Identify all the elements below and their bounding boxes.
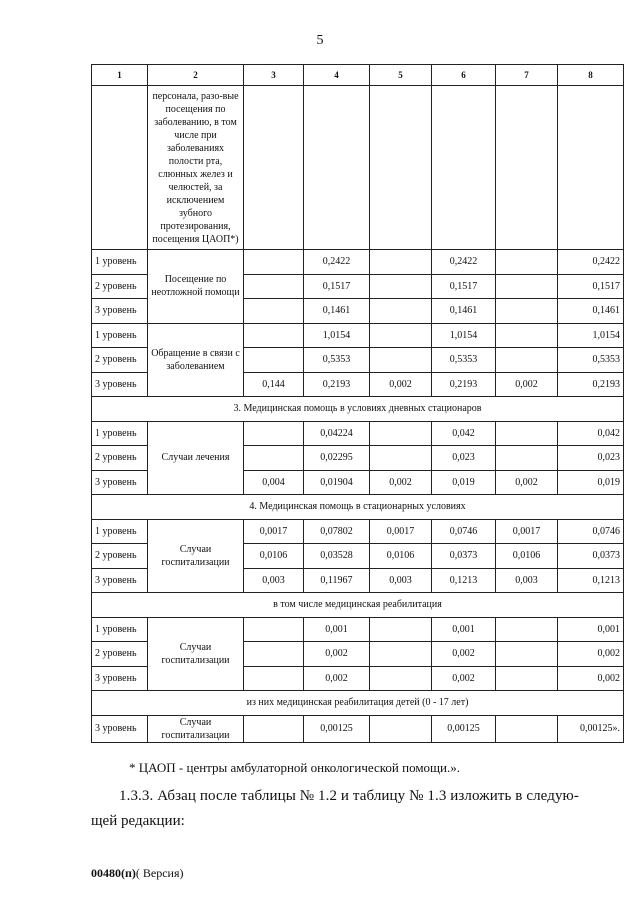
value-cell-c5 [370, 250, 432, 275]
value-cell-c8: 1,0154 [558, 323, 624, 348]
value-cell-c3 [244, 715, 304, 742]
value-cell-c4: 0,11967 [304, 568, 370, 593]
value-cell-c5 [370, 666, 432, 691]
service-name-cell: Случаи госпитализации [148, 715, 244, 742]
value-cell-c7 [496, 715, 558, 742]
value-cell-c5: 0,0017 [370, 519, 432, 544]
value-cell-c6: 0,1461 [432, 299, 496, 324]
column-header: 4 [304, 65, 370, 86]
value-cell-c3 [244, 250, 304, 275]
value-cell-c8: 0,042 [558, 421, 624, 446]
level-cell: 3 уровень [92, 470, 148, 495]
value-cell-c8: 0,002 [558, 666, 624, 691]
value-cell-c4: 0,01904 [304, 470, 370, 495]
value-cell-c6: 0,0746 [432, 519, 496, 544]
value-cell-c5 [370, 299, 432, 324]
value-cell-c6: 0,1213 [432, 568, 496, 593]
value-cell-c5 [370, 323, 432, 348]
level-cell: 1 уровень [92, 421, 148, 446]
value-cell-c5 [370, 617, 432, 642]
value-cell-c6: 0,002 [432, 642, 496, 667]
value-cell-c6: 0,019 [432, 470, 496, 495]
level-cell: 3 уровень [92, 372, 148, 397]
value-cell-c8: 0,2422 [558, 250, 624, 275]
column-header: 6 [432, 65, 496, 86]
value-cell-c4: 0,1517 [304, 274, 370, 299]
value-cell-c7 [496, 299, 558, 324]
value-cell-c7 [496, 421, 558, 446]
value-cell-c8: 0,1461 [558, 299, 624, 324]
service-name-cell: Случаи лечения [148, 421, 244, 495]
value-cell-c7: 0,002 [496, 470, 558, 495]
continuation-name-cell: персонала, разо-вые посещения по заболеванию, в том числе при заболеваниях полости рта, слюнных желез и челюстей, за исключением зубного протезирования, посещения ЦАОП*) [148, 86, 244, 250]
level-cell: 1 уровень [92, 323, 148, 348]
header-row [92, 65, 624, 86]
section-title: из них медицинская реабилитация детей (0 - 17 лет) [92, 691, 624, 716]
value-cell-c3 [244, 348, 304, 373]
level-cell: 3 уровень [92, 666, 148, 691]
value-cell-c3 [244, 666, 304, 691]
continuation-row [92, 86, 624, 250]
value-cell-c8: 0,001 [558, 617, 624, 642]
column-header: 7 [496, 65, 558, 86]
value-cell-c5: 0,002 [370, 470, 432, 495]
value-cell-c7: 0,003 [496, 568, 558, 593]
value-cell-c8: 0,00125». [558, 715, 624, 742]
value-cell-c3: 0,0017 [244, 519, 304, 544]
value-cell-c6: 0,5353 [432, 348, 496, 373]
table-row [92, 617, 624, 642]
section-title: в том числе медицинская реабилитация [92, 593, 624, 618]
value-cell-c4: 0,2193 [304, 372, 370, 397]
value-cell-c6: 0,042 [432, 421, 496, 446]
level-cell: 3 уровень [92, 299, 148, 324]
level-cell: 2 уровень [92, 348, 148, 373]
value-cell-c5: 0,002 [370, 372, 432, 397]
value-cell-c6: 0,023 [432, 446, 496, 471]
value-cell-c8: 0,0373 [558, 544, 624, 569]
value-cell-c3 [244, 323, 304, 348]
paragraph-line-1: 1.3.3. Абзац после таблицы № 1.2 и таблицу № 1.3 изложить в следую- [119, 788, 579, 804]
value-cell-c4: 0,1461 [304, 299, 370, 324]
value-cell-c4: 0,002 [304, 642, 370, 667]
level-cell: 1 уровень [92, 617, 148, 642]
value-cell-c8: 0,023 [558, 446, 624, 471]
table-row [92, 323, 624, 348]
value-cell-c6: 0,00125 [432, 715, 496, 742]
value-cell-c5 [370, 421, 432, 446]
value-cell-c6: 0,001 [432, 617, 496, 642]
value-cell-c4: 1,0154 [304, 323, 370, 348]
value-cell-c7: 0,002 [496, 372, 558, 397]
column-header: 3 [244, 65, 304, 86]
value-cell-c3: 0,003 [244, 568, 304, 593]
value-cell-c8: 0,2193 [558, 372, 624, 397]
value-cell-c7 [496, 642, 558, 667]
value-cell-c6: 1,0154 [432, 323, 496, 348]
level-cell: 1 уровень [92, 250, 148, 275]
document-footer [91, 866, 184, 881]
footnote: * ЦАОП - центры амбулаторной онкологической помощи.». [129, 760, 461, 775]
value-cell-c7 [496, 250, 558, 275]
value-cell-c3 [244, 617, 304, 642]
service-name-cell: Обращение в связи с заболеванием [148, 323, 244, 397]
value-cell-c4: 0,001 [304, 617, 370, 642]
value-cell-c8: 0,0746 [558, 519, 624, 544]
value-cell-c4: 0,07802 [304, 519, 370, 544]
service-name-cell: Случаи госпитализации [148, 519, 244, 593]
value-cell-c6: 0,2193 [432, 372, 496, 397]
indicators-table [91, 64, 624, 743]
table-row [92, 519, 624, 544]
value-cell-c4: 0,002 [304, 666, 370, 691]
level-cell: 1 уровень [92, 519, 148, 544]
section-header-row [92, 593, 624, 618]
service-name-cell: Случаи госпитализации [148, 617, 244, 691]
table-row [92, 250, 624, 275]
value-cell-c8: 0,002 [558, 642, 624, 667]
value-cell-c4: 0,2422 [304, 250, 370, 275]
value-cell-c7 [496, 323, 558, 348]
value-cell-c4: 0,5353 [304, 348, 370, 373]
value-cell-c8: 0,1213 [558, 568, 624, 593]
value-cell-c5 [370, 446, 432, 471]
value-cell-c8: 0,5353 [558, 348, 624, 373]
footer-code: 00480(п) [91, 866, 136, 880]
value-cell-c3: 0,144 [244, 372, 304, 397]
value-cell-c7 [496, 274, 558, 299]
section-title: 3. Медицинская помощь в условиях дневных стационаров [92, 397, 624, 422]
level-cell: 2 уровень [92, 642, 148, 667]
column-header: 8 [558, 65, 624, 86]
section-header-row [92, 691, 624, 716]
value-cell-c3: 0,004 [244, 470, 304, 495]
value-cell-c3 [244, 274, 304, 299]
column-header: 2 [148, 65, 244, 86]
table-row [92, 715, 624, 742]
service-name-cell: Посещение по неотложной помощи [148, 250, 244, 324]
value-cell-c5 [370, 715, 432, 742]
footer-version: ( Версия) [135, 866, 184, 880]
level-cell: 2 уровень [92, 544, 148, 569]
value-cell-c6: 0,1517 [432, 274, 496, 299]
value-cell-c5: 0,0106 [370, 544, 432, 569]
value-cell-c8: 0,1517 [558, 274, 624, 299]
level-cell: 2 уровень [92, 446, 148, 471]
value-cell-c4: 0,00125 [304, 715, 370, 742]
value-cell-c3: 0,0106 [244, 544, 304, 569]
value-cell-c7 [496, 446, 558, 471]
value-cell-c7: 0,0017 [496, 519, 558, 544]
page-number: 5 [316, 33, 324, 48]
value-cell-c6: 0,2422 [432, 250, 496, 275]
value-cell-c4: 0,02295 [304, 446, 370, 471]
value-cell-c5 [370, 348, 432, 373]
value-cell-c7 [496, 617, 558, 642]
column-header: 5 [370, 65, 432, 86]
value-cell-c3 [244, 299, 304, 324]
value-cell-c5 [370, 274, 432, 299]
value-cell-c7 [496, 348, 558, 373]
value-cell-c4: 0,03528 [304, 544, 370, 569]
table-row [92, 421, 624, 446]
value-cell-c8: 0,019 [558, 470, 624, 495]
paragraph-line-2: щей редакции: [91, 813, 185, 829]
value-cell-c7 [496, 666, 558, 691]
value-cell-c7: 0,0106 [496, 544, 558, 569]
value-cell-c3 [244, 642, 304, 667]
value-cell-c3 [244, 446, 304, 471]
level-cell: 3 уровень [92, 568, 148, 593]
column-header: 1 [92, 65, 148, 86]
value-cell-c4: 0,04224 [304, 421, 370, 446]
section-header-row [92, 495, 624, 520]
level-cell: 2 уровень [92, 274, 148, 299]
value-cell-c6: 0,002 [432, 666, 496, 691]
level-cell: 3 уровень [92, 715, 148, 742]
value-cell-c5 [370, 642, 432, 667]
section-header-row [92, 397, 624, 422]
value-cell-c6: 0,0373 [432, 544, 496, 569]
value-cell-c5: 0,003 [370, 568, 432, 593]
section-title: 4. Медицинская помощь в стационарных условиях [92, 495, 624, 520]
value-cell-c3 [244, 421, 304, 446]
